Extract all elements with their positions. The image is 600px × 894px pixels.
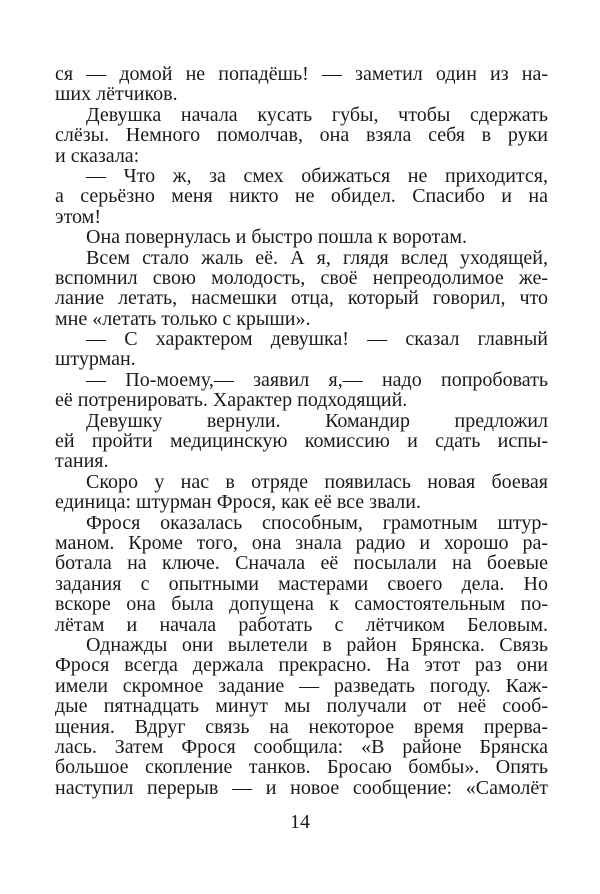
text-line: Всем стало жаль её. А я, глядя вслед уходящей,	[86, 246, 548, 269]
text-line: слёзы. Немного помолчав, она взяла себя в руки	[55, 124, 548, 147]
text-line: ей пройти медицинскую комиссию и сдать испы-	[55, 430, 548, 453]
text-line: наступил перерыв — и новое сообщение: «Самолёт	[55, 776, 548, 799]
page-number: 14	[290, 811, 310, 833]
text-line: лась. Затем Фрося сообщила: «В районе Брянска	[55, 735, 548, 758]
text-line: ся — домой не попадёшь! — заметил один из на-	[55, 63, 548, 85]
text-line: имели скромное задание — разведать погоду. Каж-	[55, 674, 548, 697]
text-line: — По-моему,— заявил я,— надо попробовать	[86, 368, 548, 391]
text-line: единица: штурман Фрося, как её все звали.	[55, 491, 421, 514]
text-line: тания.	[55, 450, 109, 473]
text-line: большое скопление танков. Бросаю бомбы». Опять	[55, 756, 548, 779]
text-line: — С характером девушка! — сказал главный	[86, 328, 548, 351]
text-line: вскоре она была допущена к самостоятельным по-	[55, 593, 548, 616]
text-line: а серьёзно меня никто не обидел. Спасибо и на	[55, 185, 548, 208]
text-line: дые пятнадцать минут мы получали от неё сооб-	[55, 695, 548, 718]
text-line: мне «летать только с крыши».	[55, 307, 311, 330]
text-line: её потренировать. Характер подходящий.	[55, 389, 408, 412]
text-line: лётам и начала работать с лётчиком Беловым.	[55, 613, 548, 636]
page-body-text	[55, 64, 548, 798]
text-line: Фрося оказалась способным, грамотным штур-	[86, 511, 548, 534]
text-line: лание летать, насмешки отца, который говорил, что	[55, 287, 548, 310]
text-line: маном. Кроме того, она знала радио и хорошо ра-	[55, 531, 548, 554]
text-line: Однажды они вылетели в район Брянска. Связь	[86, 633, 548, 656]
text-line: штурман.	[55, 348, 136, 371]
text-line: задания с опытными мастерами своего дела. Но	[55, 572, 548, 595]
text-line: и сказала:	[55, 144, 140, 167]
text-line: Девушку вернули. Командир предложил	[86, 409, 548, 432]
text-line: Она повернулась и быстро пошла к воротам.	[86, 226, 468, 249]
text-line: Девушка начала кусать губы, чтобы сдержать	[86, 103, 548, 126]
text-line: вспомнил свою молодость, своё непреодолимое же-	[55, 266, 548, 289]
text-line: Скоро у нас в отряде появилась новая боевая	[86, 470, 548, 493]
text-line: Фрося всегда держала прекрасно. На этот раз они	[55, 654, 548, 677]
text-line: этом!	[55, 205, 101, 228]
text-line: ботала на ключе. Сначала её посылали на боевые	[55, 552, 548, 575]
text-line: — Что ж, за смех обижаться не приходится,	[86, 164, 548, 187]
text-line: ших лётчиков.	[55, 83, 178, 106]
text-line: щения. Вдруг связь на некоторое время прерва-	[55, 715, 548, 738]
